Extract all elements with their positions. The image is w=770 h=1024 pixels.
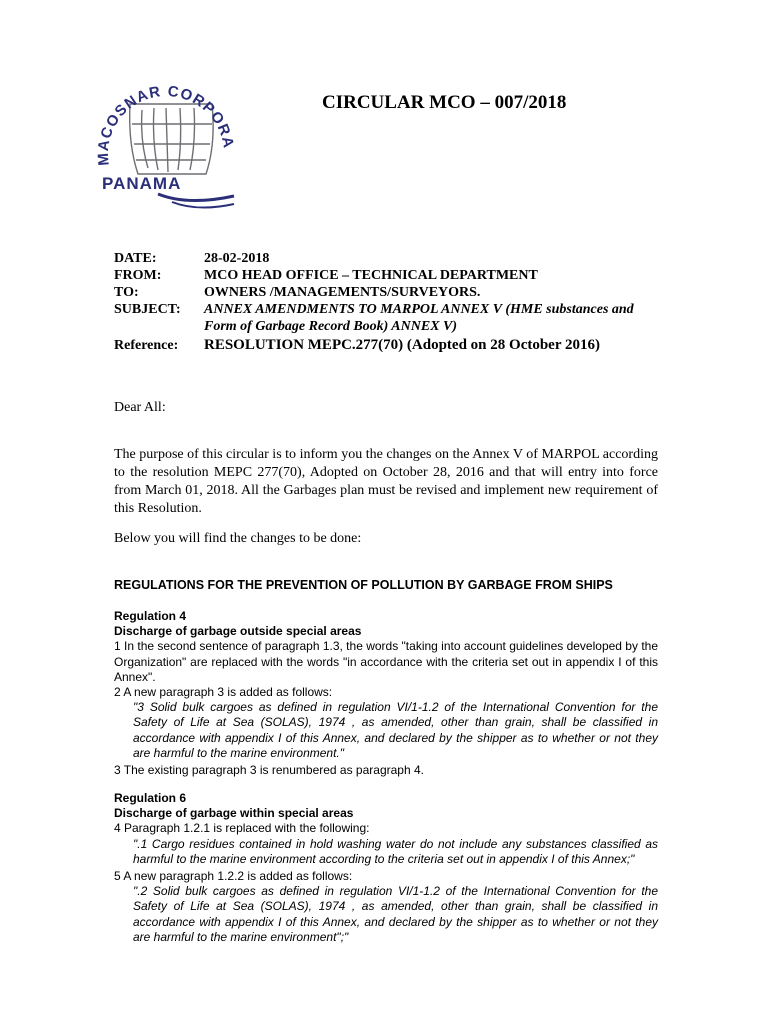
from-value: MCO HEAD OFFICE – TECHNICAL DEPARTMENT [204, 268, 538, 283]
subject-line-1: ANNEX AMENDMENTS TO MARPOL ANNEX V (HME substances and [204, 302, 634, 317]
subject-line-2: Form of Garbage Record Book) ANNEX V) [204, 319, 458, 334]
regulation-4-subtitle: Discharge of garbage outside special areas [114, 624, 362, 639]
logo-arc-text: MACOSNAR CORPORA [94, 82, 237, 167]
reference-row [114, 337, 634, 354]
regulation-6-quote-4: ".1 Cargo residues contained in hold washing water do not include any substances classified as harmful to the marine environment according to the criteria set out in appendix I of this Annex;" [133, 836, 658, 866]
macosnar-logo [88, 64, 238, 214]
to-row [114, 284, 634, 301]
section-heading: REGULATIONS FOR THE PREVENTION OF POLLUTION BY GARBAGE FROM SHIPS [114, 578, 613, 592]
logo-graphic [88, 64, 238, 214]
ship-hull-icon [130, 104, 213, 174]
regulation-4-item-1: 1 In the second sentence of paragraph 1.3, the words "taking into account guidelines developed by the Organization" are replaced with the words "in accordance with the criteria set out in appendix I of this Annex". [114, 639, 658, 684]
circular-metadata [114, 250, 634, 354]
from-label: FROM: [114, 268, 162, 283]
date-label: DATE: [114, 251, 157, 266]
reference-label: Reference: [114, 338, 179, 353]
regulation-6-title: Regulation 6 [114, 791, 187, 805]
subject-label: SUBJECT: [114, 302, 181, 317]
changes-intro: Below you will find the changes to be done: [114, 531, 362, 546]
logo-panama-text: PANAMA [102, 174, 182, 193]
svg-text:MACOSNAR CORPORATION [88, 64, 237, 166]
date-row [114, 250, 634, 267]
regulation-4-quote-2: "3 Solid bulk cargoes as defined in regulation VI/1-1.2 of the International Convention for the Safety of Life at Sea (SOLAS), 1974 , as amended, other than grain, shall be classified in accordance with appendix I of this Annex, and declared by the shipper as to whether or not they are harmful to the marine environment." [133, 700, 658, 760]
regulation-6-item-5: 5 A new paragraph 1.2.2 is added as follows: [114, 869, 353, 884]
page-title: CIRCULAR MCO – 007/2018 [322, 92, 567, 113]
to-value: OWNERS /MANAGEMENTS/SURVEYORS. [204, 285, 481, 300]
regulation-6-item-4: 4 Paragraph 1.2.1 is replaced with the following: [114, 821, 370, 836]
to-label: TO: [114, 285, 139, 300]
from-row [114, 267, 634, 284]
subject-row [114, 301, 634, 335]
regulation-4-title: Regulation 4 [114, 609, 187, 623]
subject-value [204, 301, 634, 335]
intro-paragraph: The purpose of this circular is to inform you the changes on the Annex V of MARPOL according to the resolution MEPC 277(70), Adopted on October 28, 2016 and that will entry into force from March 01, 2018. All the Garbages plan must be revised and implement new requirement of this Resolution. [114, 447, 658, 516]
reference-value: RESOLUTION MEPC.277(70) (Adopted on 28 October 2016) [204, 337, 600, 353]
date-value: 28-02-2018 [204, 251, 270, 266]
greeting: Dear All: [114, 400, 166, 415]
regulation-4-item-3: 3 The existing paragraph 3 is renumbered as paragraph 4. [114, 763, 424, 778]
regulation-6-quote-5: ".2 Solid bulk cargoes as defined in regulation VI/1-1.2 of the International Convention for the Safety of Life at Sea (SOLAS), 1974 , as amended, other than grain, shall be classified in accordance with appendix I of this Annex, and declared by the shipper as to whether or not they are harmful to the marine environment";" [133, 884, 658, 944]
regulation-4-item-2: 2 A new paragraph 3 is added as follows: [114, 685, 333, 700]
regulation-6-subtitle: Discharge of garbage within special areas [114, 806, 354, 821]
regulation-4-section [114, 609, 658, 778]
logo-swoosh-icon [158, 194, 234, 201]
regulation-6-section [114, 791, 658, 945]
